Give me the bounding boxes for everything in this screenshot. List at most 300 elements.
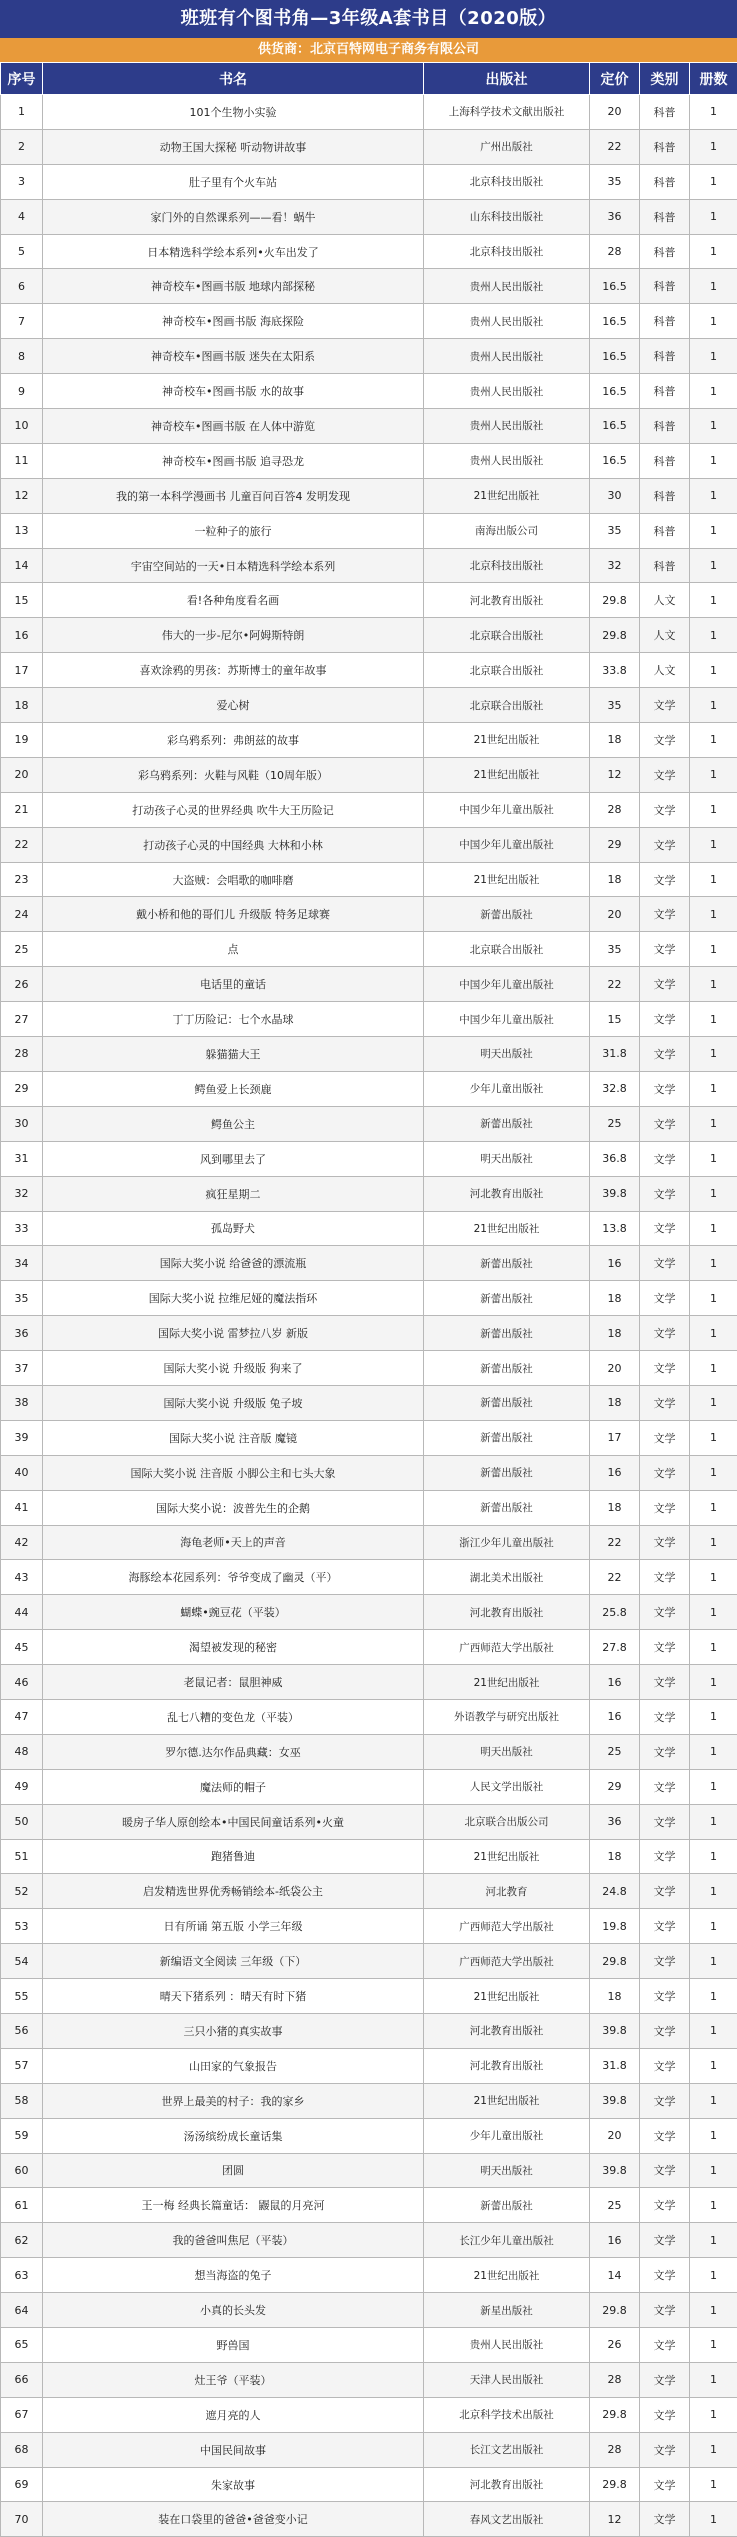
cell-quantity: 1 (690, 1106, 737, 1141)
table-row (1, 583, 737, 618)
cell-category: 文学 (640, 1874, 690, 1909)
cell-publisher: 贵州人民出版社 (424, 2328, 590, 2363)
cell-publisher: 中国少年儿童出版社 (424, 792, 590, 827)
cell-quantity: 1 (690, 1002, 737, 1037)
cell-price: 32 (590, 548, 640, 583)
cell-price: 29.8 (590, 2397, 640, 2432)
cell-category: 科普 (640, 95, 690, 130)
cell-title: 世界上最美的村子：我的家乡 (43, 2083, 424, 2118)
cell-price: 16 (590, 1455, 640, 1490)
table-row (1, 1979, 737, 2014)
cell-index: 57 (1, 2048, 43, 2083)
cell-title: 遮月亮的人 (43, 2397, 424, 2432)
cell-publisher: 湖北美术出版社 (424, 1560, 590, 1595)
cell-publisher: 新蕾出版社 (424, 1455, 590, 1490)
cell-category: 文学 (640, 2328, 690, 2363)
cell-category: 文学 (640, 2118, 690, 2153)
cell-quantity: 1 (690, 199, 737, 234)
table-row (1, 1385, 737, 1420)
cell-price: 28 (590, 234, 640, 269)
table-row (1, 1560, 737, 1595)
cell-title: 一粒种子的旅行 (43, 513, 424, 548)
cell-price: 12 (590, 757, 640, 792)
cell-index: 22 (1, 827, 43, 862)
cell-quantity: 1 (690, 2502, 737, 2537)
cell-category: 文学 (640, 1804, 690, 1839)
cell-title: 中国民间故事 (43, 2432, 424, 2467)
cell-price: 25 (590, 1106, 640, 1141)
cell-quantity: 1 (690, 2188, 737, 2223)
cell-price: 29.8 (590, 583, 640, 618)
table-row (1, 1420, 737, 1455)
table-row (1, 1351, 737, 1386)
cell-title: 王一梅 经典长篇童话： 鼹鼠的月亮河 (43, 2188, 424, 2223)
cell-publisher: 明天出版社 (424, 1734, 590, 1769)
cell-category: 文学 (640, 1979, 690, 2014)
cell-price: 18 (590, 862, 640, 897)
cell-index: 29 (1, 1071, 43, 1106)
cell-price: 16.5 (590, 339, 640, 374)
table-row (1, 967, 737, 1002)
cell-publisher: 新蕾出版社 (424, 1490, 590, 1525)
cell-price: 22 (590, 1525, 640, 1560)
table-row (1, 199, 737, 234)
cell-title: 动物王国大探秘 听动物讲故事 (43, 129, 424, 164)
cell-publisher: 北京科学技术出版社 (424, 2397, 590, 2432)
cell-index: 54 (1, 1944, 43, 1979)
cell-publisher: 北京联合出版社 (424, 932, 590, 967)
cell-publisher: 河北教育出版社 (424, 2048, 590, 2083)
cell-publisher: 新星出版社 (424, 2293, 590, 2328)
cell-quantity: 1 (690, 1281, 737, 1316)
cell-price: 22 (590, 967, 640, 1002)
cell-index: 37 (1, 1351, 43, 1386)
cell-publisher: 贵州人民出版社 (424, 304, 590, 339)
table-row (1, 1490, 737, 1525)
cell-index: 58 (1, 2083, 43, 2118)
table-row (1, 129, 737, 164)
cell-publisher: 少年儿童出版社 (424, 1071, 590, 1106)
cell-index: 38 (1, 1385, 43, 1420)
cell-index: 11 (1, 443, 43, 478)
cell-title: 汤汤缤纷成长童话集 (43, 2118, 424, 2153)
cell-index: 43 (1, 1560, 43, 1595)
table-row (1, 2223, 737, 2258)
cell-price: 18 (590, 723, 640, 758)
cell-title: 神奇校车•图画书版 地球内部探秘 (43, 269, 424, 304)
cell-quantity: 1 (690, 688, 737, 723)
cell-title: 看!各种角度看名画 (43, 583, 424, 618)
cell-index: 34 (1, 1246, 43, 1281)
cell-publisher: 广西师范大学出版社 (424, 1909, 590, 1944)
cell-category: 文学 (640, 1630, 690, 1665)
cell-index: 3 (1, 164, 43, 199)
table-row (1, 269, 737, 304)
cell-publisher: 人民文学出版社 (424, 1769, 590, 1804)
cell-quantity: 1 (690, 2293, 737, 2328)
cell-quantity: 1 (690, 2118, 737, 2153)
cell-publisher: 新蕾出版社 (424, 1351, 590, 1386)
cell-index: 56 (1, 2013, 43, 2048)
cell-quantity: 1 (690, 827, 737, 862)
cell-quantity: 1 (690, 932, 737, 967)
cell-publisher: 中国少年儿童出版社 (424, 967, 590, 1002)
cell-category: 科普 (640, 269, 690, 304)
cell-price: 19.8 (590, 1909, 640, 1944)
cell-index: 66 (1, 2362, 43, 2397)
cell-category: 文学 (640, 2048, 690, 2083)
cell-index: 9 (1, 374, 43, 409)
cell-category: 文学 (640, 1595, 690, 1630)
cell-category: 文学 (640, 1106, 690, 1141)
cell-quantity: 1 (690, 1351, 737, 1386)
cell-title: 晴天下猪系列 ：晴天有时下猪 (43, 1979, 424, 2014)
table-row (1, 1804, 737, 1839)
table-row (1, 409, 737, 444)
cell-category: 文学 (640, 2467, 690, 2502)
cell-publisher: 少年儿童出版社 (424, 2118, 590, 2153)
cell-publisher: 21世纪出版社 (424, 478, 590, 513)
cell-title: 暖房子华人原创绘本•中国民间童话系列•火童 (43, 1804, 424, 1839)
cell-quantity: 1 (690, 1385, 737, 1420)
cell-price: 16.5 (590, 304, 640, 339)
cell-price: 18 (590, 1281, 640, 1316)
cell-category: 文学 (640, 1246, 690, 1281)
cell-title: 跑猪鲁迪 (43, 1839, 424, 1874)
cell-quantity: 1 (690, 897, 737, 932)
cell-price: 16 (590, 1699, 640, 1734)
cell-publisher: 河北教育出版社 (424, 583, 590, 618)
cell-title: 朱家故事 (43, 2467, 424, 2502)
table-row (1, 95, 737, 130)
cell-title: 三只小猪的真实故事 (43, 2013, 424, 2048)
cell-index: 19 (1, 723, 43, 758)
cell-quantity: 1 (690, 2432, 737, 2467)
cell-category: 文学 (640, 1525, 690, 1560)
cell-category: 文学 (640, 1665, 690, 1700)
cell-price: 14 (590, 2258, 640, 2293)
cell-index: 20 (1, 757, 43, 792)
cell-category: 文学 (640, 1769, 690, 1804)
cell-index: 36 (1, 1316, 43, 1351)
cell-publisher: 上海科学技术文献出版社 (424, 95, 590, 130)
cell-category: 人文 (640, 653, 690, 688)
cell-quantity: 1 (690, 1630, 737, 1665)
cell-quantity: 1 (690, 1316, 737, 1351)
cell-publisher: 21世纪出版社 (424, 2258, 590, 2293)
cell-index: 5 (1, 234, 43, 269)
cell-category: 文学 (640, 1734, 690, 1769)
cell-index: 52 (1, 1874, 43, 1909)
cell-price: 13.8 (590, 1211, 640, 1246)
cell-price: 25.8 (590, 1595, 640, 1630)
table-row (1, 1665, 737, 1700)
cell-index: 2 (1, 129, 43, 164)
table-row (1, 618, 737, 653)
cell-title: 神奇校车•图画书版 迷失在太阳系 (43, 339, 424, 374)
cell-index: 44 (1, 1595, 43, 1630)
cell-index: 33 (1, 1211, 43, 1246)
cell-category: 文学 (640, 1071, 690, 1106)
header-publisher: 出版社 (424, 63, 590, 95)
cell-index: 60 (1, 2153, 43, 2188)
cell-publisher: 南海出版公司 (424, 513, 590, 548)
cell-price: 15 (590, 1002, 640, 1037)
cell-quantity: 1 (690, 269, 737, 304)
cell-index: 64 (1, 2293, 43, 2328)
cell-index: 45 (1, 1630, 43, 1665)
cell-price: 29 (590, 827, 640, 862)
cell-category: 科普 (640, 513, 690, 548)
cell-category: 人文 (640, 618, 690, 653)
cell-publisher: 北京科技出版社 (424, 164, 590, 199)
cell-quantity: 1 (690, 862, 737, 897)
cell-index: 63 (1, 2258, 43, 2293)
table-row (1, 339, 737, 374)
cell-index: 49 (1, 1769, 43, 1804)
cell-quantity: 1 (690, 1560, 737, 1595)
cell-category: 文学 (640, 1351, 690, 1386)
cell-price: 36 (590, 199, 640, 234)
cell-category: 文学 (640, 1316, 690, 1351)
cell-publisher: 明天出版社 (424, 2153, 590, 2188)
cell-category: 文学 (640, 1037, 690, 1072)
table-row (1, 1734, 737, 1769)
table-row (1, 2467, 737, 2502)
table-row (1, 1909, 737, 1944)
cell-price: 35 (590, 688, 640, 723)
cell-title: 国际大奖小说 升级版 兔子坡 (43, 1385, 424, 1420)
cell-publisher: 北京科技出版社 (424, 234, 590, 269)
cell-price: 27.8 (590, 1630, 640, 1665)
cell-price: 31.8 (590, 2048, 640, 2083)
supplier-banner: 供货商：北京百特网电子商务有限公司 (0, 38, 737, 62)
table-row (1, 2362, 737, 2397)
cell-title: 孤岛野犬 (43, 1211, 424, 1246)
table-row (1, 1595, 737, 1630)
cell-quantity: 1 (690, 583, 737, 618)
cell-category: 科普 (640, 339, 690, 374)
cell-index: 53 (1, 1909, 43, 1944)
cell-publisher: 北京联合出版社 (424, 653, 590, 688)
cell-index: 68 (1, 2432, 43, 2467)
cell-category: 文学 (640, 2013, 690, 2048)
cell-quantity: 1 (690, 409, 737, 444)
cell-category: 文学 (640, 2083, 690, 2118)
cell-category: 文学 (640, 2502, 690, 2537)
cell-price: 30 (590, 478, 640, 513)
cell-title: 鳄鱼公主 (43, 1106, 424, 1141)
cell-publisher: 21世纪出版社 (424, 1665, 590, 1700)
cell-quantity: 1 (690, 618, 737, 653)
cell-publisher: 浙江少年儿童出版社 (424, 1525, 590, 1560)
cell-index: 10 (1, 409, 43, 444)
cell-quantity: 1 (690, 2467, 737, 2502)
cell-category: 文学 (640, 1002, 690, 1037)
cell-price: 39.8 (590, 2083, 640, 2118)
cell-title: 神奇校车•图画书版 水的故事 (43, 374, 424, 409)
cell-index: 25 (1, 932, 43, 967)
cell-quantity: 1 (690, 1037, 737, 1072)
cell-publisher: 明天出版社 (424, 1141, 590, 1176)
cell-publisher: 明天出版社 (424, 1037, 590, 1072)
cell-category: 文学 (640, 792, 690, 827)
table-row (1, 932, 737, 967)
cell-price: 22 (590, 129, 640, 164)
table-row (1, 653, 737, 688)
cell-quantity: 1 (690, 723, 737, 758)
cell-index: 42 (1, 1525, 43, 1560)
cell-index: 69 (1, 2467, 43, 2502)
cell-index: 41 (1, 1490, 43, 1525)
cell-quantity: 1 (690, 339, 737, 374)
cell-category: 科普 (640, 409, 690, 444)
cell-price: 12 (590, 2502, 640, 2537)
table-row (1, 2118, 737, 2153)
cell-quantity: 1 (690, 2223, 737, 2258)
cell-price: 17 (590, 1420, 640, 1455)
cell-index: 50 (1, 1804, 43, 1839)
cell-category: 文学 (640, 1211, 690, 1246)
cell-category: 文学 (640, 1385, 690, 1420)
cell-title: 大盗贼：会唱歌的咖啡磨 (43, 862, 424, 897)
cell-publisher: 新蕾出版社 (424, 897, 590, 932)
cell-index: 65 (1, 2328, 43, 2363)
cell-title: 彩乌鸦系列：弗朗兹的故事 (43, 723, 424, 758)
cell-publisher: 河北教育出版社 (424, 2467, 590, 2502)
cell-publisher: 广西师范大学出版社 (424, 1944, 590, 1979)
cell-publisher: 春风文艺出版社 (424, 2502, 590, 2537)
cell-index: 31 (1, 1141, 43, 1176)
table-row (1, 2502, 737, 2537)
cell-index: 61 (1, 2188, 43, 2223)
cell-title: 装在口袋里的爸爸•爸爸变小记 (43, 2502, 424, 2537)
cell-quantity: 1 (690, 1455, 737, 1490)
cell-publisher: 贵州人民出版社 (424, 339, 590, 374)
cell-title: 彩乌鸦系列：火鞋与风鞋（10周年版） (43, 757, 424, 792)
header-quantity: 册数 (690, 63, 737, 95)
cell-category: 文学 (640, 1944, 690, 1979)
table-row (1, 2328, 737, 2363)
cell-index: 28 (1, 1037, 43, 1072)
cell-publisher: 河北教育 (424, 1874, 590, 1909)
cell-price: 20 (590, 897, 640, 932)
cell-category: 文学 (640, 1455, 690, 1490)
cell-price: 25 (590, 2188, 640, 2223)
cell-category: 文学 (640, 2432, 690, 2467)
cell-quantity: 1 (690, 1141, 737, 1176)
table-row (1, 1455, 737, 1490)
table-row (1, 757, 737, 792)
cell-index: 4 (1, 199, 43, 234)
cell-quantity: 1 (690, 443, 737, 478)
cell-quantity: 1 (690, 1420, 737, 1455)
cell-publisher: 21世纪出版社 (424, 723, 590, 758)
table-row (1, 478, 737, 513)
cell-price: 18 (590, 1979, 640, 2014)
cell-quantity: 1 (690, 653, 737, 688)
cell-publisher: 贵州人民出版社 (424, 269, 590, 304)
cell-title: 躲猫猫大王 (43, 1037, 424, 1072)
table-row (1, 1037, 737, 1072)
cell-publisher: 北京联合出版公司 (424, 1804, 590, 1839)
cell-title: 国际大奖小说 雷梦拉八岁 新版 (43, 1316, 424, 1351)
cell-publisher: 北京联合出版社 (424, 618, 590, 653)
cell-index: 16 (1, 618, 43, 653)
cell-price: 20 (590, 95, 640, 130)
cell-price: 32.8 (590, 1071, 640, 1106)
cell-quantity: 1 (690, 1246, 737, 1281)
table-row (1, 792, 737, 827)
cell-price: 39.8 (590, 2153, 640, 2188)
cell-publisher: 天津人民出版社 (424, 2362, 590, 2397)
cell-title: 国际大奖小说 拉维尼娅的魔法指环 (43, 1281, 424, 1316)
cell-publisher: 贵州人民出版社 (424, 443, 590, 478)
cell-title: 海龟老师•天上的声音 (43, 1525, 424, 1560)
cell-category: 文学 (640, 932, 690, 967)
cell-index: 6 (1, 269, 43, 304)
cell-title: 山田家的气象报告 (43, 2048, 424, 2083)
cell-quantity: 1 (690, 1490, 737, 1525)
cell-title: 国际大奖小说 注音版 小脚公主和七头大象 (43, 1455, 424, 1490)
cell-category: 文学 (640, 862, 690, 897)
table-row (1, 1176, 737, 1211)
cell-category: 人文 (640, 583, 690, 618)
cell-price: 16.5 (590, 443, 640, 478)
cell-title: 101个生物小实验 (43, 95, 424, 130)
cell-quantity: 1 (690, 1804, 737, 1839)
cell-title: 国际大奖小说：波普先生的企鹅 (43, 1490, 424, 1525)
cell-title: 戴小桥和他的哥们儿 升级版 特务足球赛 (43, 897, 424, 932)
cell-index: 8 (1, 339, 43, 374)
cell-category: 文学 (640, 688, 690, 723)
cell-quantity: 1 (690, 1874, 737, 1909)
cell-publisher: 贵州人民出版社 (424, 374, 590, 409)
cell-publisher: 外语教学与研究出版社 (424, 1699, 590, 1734)
cell-quantity: 1 (690, 1769, 737, 1804)
cell-publisher: 北京联合出版社 (424, 688, 590, 723)
cell-price: 16.5 (590, 409, 640, 444)
cell-index: 51 (1, 1839, 43, 1874)
cell-quantity: 1 (690, 234, 737, 269)
cell-publisher: 21世纪出版社 (424, 1211, 590, 1246)
cell-index: 17 (1, 653, 43, 688)
table-row (1, 1525, 737, 1560)
cell-quantity: 1 (690, 1665, 737, 1700)
table-row (1, 2397, 737, 2432)
cell-quantity: 1 (690, 1979, 737, 2014)
cell-price: 29 (590, 1769, 640, 1804)
cell-index: 21 (1, 792, 43, 827)
cell-category: 科普 (640, 164, 690, 199)
table-row (1, 723, 737, 758)
cell-publisher: 21世纪出版社 (424, 2083, 590, 2118)
cell-price: 18 (590, 1490, 640, 1525)
cell-quantity: 1 (690, 2153, 737, 2188)
cell-title: 国际大奖小说 注音版 魔镜 (43, 1420, 424, 1455)
cell-price: 22 (590, 1560, 640, 1595)
cell-quantity: 1 (690, 1734, 737, 1769)
cell-index: 12 (1, 478, 43, 513)
cell-title: 日有所诵 第五版 小学三年级 (43, 1909, 424, 1944)
cell-category: 科普 (640, 234, 690, 269)
cell-publisher: 新蕾出版社 (424, 1385, 590, 1420)
cell-quantity: 1 (690, 1595, 737, 1630)
cell-title: 魔法师的帽子 (43, 1769, 424, 1804)
cell-category: 文学 (640, 723, 690, 758)
cell-quantity: 1 (690, 1211, 737, 1246)
cell-category: 科普 (640, 374, 690, 409)
